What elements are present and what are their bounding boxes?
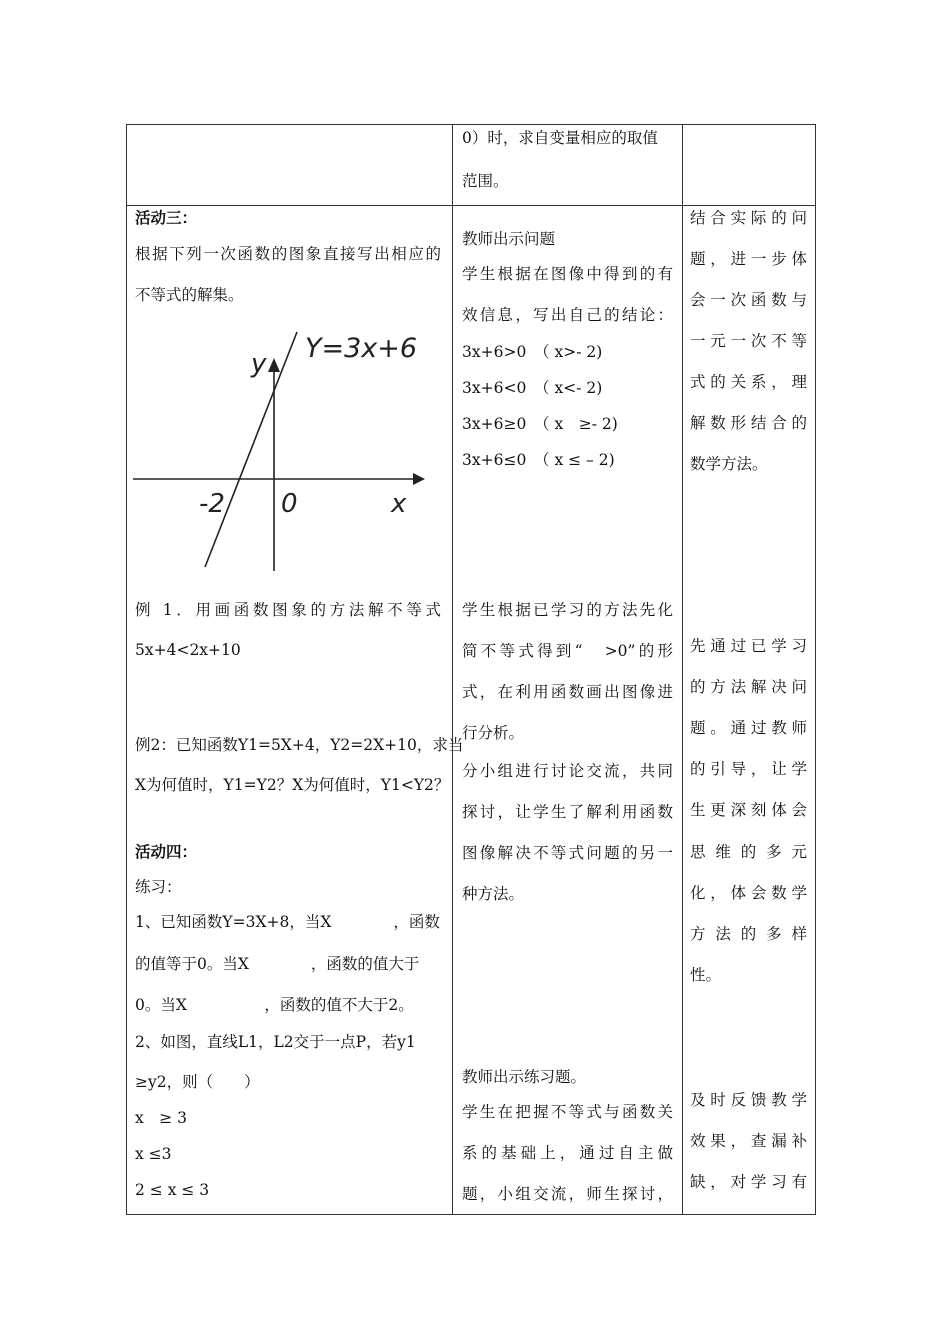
examples-purpose-line-2: 的方法解决问	[690, 678, 807, 696]
activity3-teacher-line-1: 教师出示问题	[462, 230, 556, 248]
activity3-inequality-4: 3x+6≤0 （ x ≤ – 2)	[462, 451, 615, 469]
activity3-purpose-line-3: 会一次函数与	[690, 291, 807, 309]
activity3-teacher-line-3: 效信息，写出自己的结论：	[462, 306, 673, 324]
row-divider	[127, 205, 815, 206]
activity4-teacher-line-2: 学生在把握不等式与函数关	[462, 1103, 673, 1121]
activity3-inequality-3: 3x+6≥0 （ x ≥- 2)	[462, 415, 618, 433]
examples-purpose-line-9: 性。	[690, 966, 722, 984]
activity4-option-a: x ≥ 3	[135, 1109, 188, 1127]
examples-teacher-line-5: 分小组进行讨论交流，共同	[462, 762, 673, 780]
example2-line-1: 例2：已知函数Y1=5X+4，Y2=2X+10，求当	[135, 736, 464, 754]
equation-label: Y=3x+6	[305, 333, 418, 364]
examples-teacher-line-1: 学生根据已学习的方法先化	[462, 601, 673, 619]
activity4-teacher-line-4: 题，小组交流，师生探讨，	[462, 1185, 673, 1203]
examples-teacher-line-4: 行分析。	[462, 724, 525, 742]
row1-middle-line-2: 范围。	[462, 172, 509, 190]
examples-purpose-line-6: 思维的多元	[690, 843, 807, 861]
activity3-inequality-2: 3x+6<0 （ x<- 2)	[462, 379, 603, 397]
activity4-question2-line-2: ≥y2，则（ ）	[135, 1073, 260, 1091]
activity3-instruction-line-1: 根据下列一次函数的图象直接写出相应的	[135, 245, 441, 263]
examples-teacher-line-7: 图像解决不等式问题的另一	[462, 844, 673, 862]
activity4-purpose-line-1: 及时反馈教学	[690, 1091, 807, 1109]
activity4-purpose-line-3: 缺，对学习有	[690, 1173, 807, 1191]
example1-line-1: 例 1．用画函数图象的方法解不等式	[135, 601, 441, 619]
activity4-question1-line-2: 的值等于0。当X ，函数的值大于	[135, 955, 420, 973]
activity3-purpose-line-7: 数学方法。	[690, 455, 768, 473]
activity3-purpose-line-2: 题，进一步体	[690, 250, 807, 268]
activity4-question1-line-3: 0。当X ，函数的值不大于2。	[135, 996, 414, 1014]
linear-function-graph	[133, 322, 438, 572]
activity4-purpose-line-2: 效果，查漏补	[690, 1132, 807, 1150]
activity3-inequality-1: 3x+6>0 （ x>- 2)	[462, 343, 603, 361]
example2-line-2: X为何值时，Y1=Y2？X为何值时，Y1<Y2？	[135, 776, 450, 794]
column-divider-1	[452, 125, 453, 1214]
activity3-purpose-line-6: 解数形结合的	[690, 414, 807, 432]
examples-purpose-line-4: 的引导，让学	[690, 760, 807, 778]
examples-purpose-line-7: 化，体会数学	[690, 884, 807, 902]
examples-teacher-line-6: 探讨，让学生了解利用函数	[462, 803, 673, 821]
activity3-instruction-line-2: 不等式的解集。	[135, 286, 244, 304]
y-axis-arrow	[268, 358, 280, 372]
example1-line-2: 5x+4<2x+10	[135, 641, 241, 659]
examples-purpose-line-5: 生更深刻体会	[690, 801, 807, 819]
origin-label: 0	[281, 489, 298, 519]
activity4-teacher-line-3: 系的基础上，通过自主做	[462, 1144, 673, 1162]
y-axis-label: y	[251, 349, 267, 379]
activity3-heading: 活动三：	[135, 208, 198, 227]
activity3-purpose-line-5: 式的关系，理	[690, 373, 807, 391]
examples-purpose-line-8: 方法的多样	[690, 925, 807, 943]
examples-purpose-line-3: 题。通过教师	[690, 719, 807, 737]
x-intercept-label: -2	[199, 489, 225, 519]
x-axis-label: x	[391, 489, 407, 519]
examples-teacher-line-8: 种方法。	[462, 885, 525, 903]
activity3-purpose-line-1: 结合实际的问	[690, 209, 807, 227]
activity4-practice-label: 练习：	[135, 878, 182, 896]
activity4-question1-line-1: 1、已知函数Y=3X+8，当X ，函数	[135, 913, 440, 931]
activity4-option-b: x ≤3	[135, 1145, 172, 1163]
x-axis-arrow	[413, 473, 425, 485]
examples-teacher-line-2: 简不等式得到“ >0”的形	[462, 642, 673, 660]
examples-teacher-line-3: 式，在利用函数画出图像进	[462, 683, 673, 701]
column-divider-2	[682, 125, 683, 1214]
activity3-teacher-line-2: 学生根据在图像中得到的有	[462, 265, 673, 283]
activity4-question2-line-1: 2、如图，直线L1，L2交于一点P，若y1	[135, 1033, 416, 1051]
activity4-teacher-line-1: 教师出示练习题。	[462, 1068, 587, 1086]
examples-purpose-line-1: 先通过已学习	[690, 637, 807, 655]
activity4-option-c: 2 ≤ x ≤ 3	[135, 1181, 210, 1199]
activity4-heading: 活动四：	[135, 842, 198, 861]
row1-middle-line-1: 0）时，求自变量相应的取值	[462, 129, 658, 147]
activity3-purpose-line-4: 一元一次不等	[690, 332, 807, 350]
